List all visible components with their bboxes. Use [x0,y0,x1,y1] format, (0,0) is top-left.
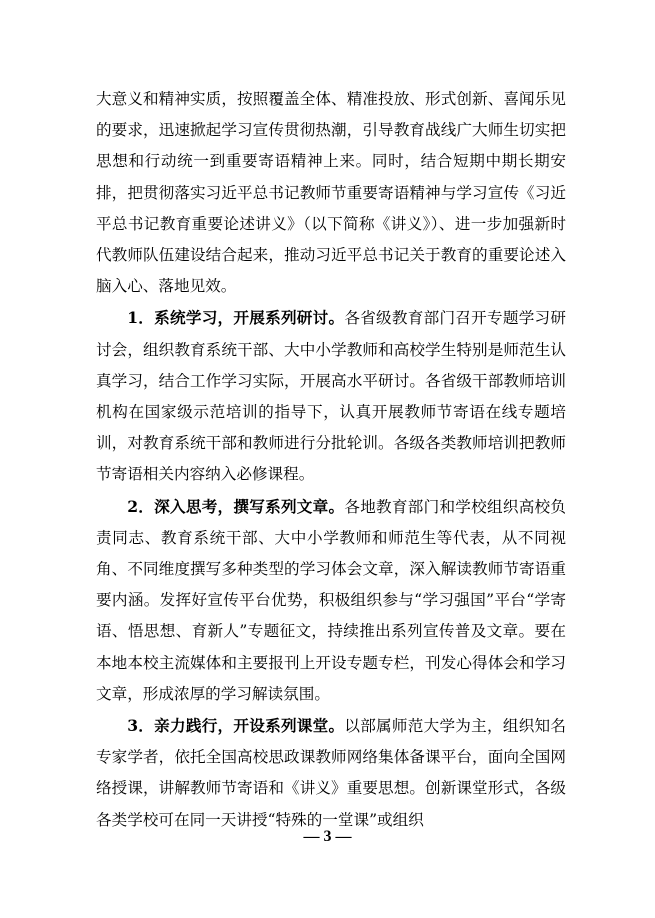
paragraph-intro [96,84,566,302]
section-heading: 3．亲力践行，开设系列课堂。 [127,716,345,736]
page-number: — 3 — [303,828,352,845]
paragraph-text: 大意义和精神实质，按照覆盖全体、精准投放、形式创新、喜闻乐见的要求，迅速掀起学习宣传贯彻热潮，引导教育战线广大师生切实把思想和行动统一到重要寄语精神上来。同时，结合短期中期长期安排，把贯彻落实习近平总书记教师节重要寄语精神与学习宣传《习近平总书记教育重要论述讲义》（以下简称《讲义》）、进一步加强新时代教师队伍建设结合起来，推动习近平总书记关于教育的重要论述入脑入心、落地见效。 [96,90,566,296]
paragraph-section-3 [96,710,566,836]
paragraph-section-1 [96,302,566,490]
paragraph-text: 各省级教育部门召开专题学习研讨会，组织教育系统干部、大中小学教师和高校学生特别是师范生认真学习，结合工作学习实际，开展高水平研讨。各省级干部教师培训机构在国家级示范培训的指导下，认真开展教师节寄语在线专题培训，对教育系统干部和教师进行分批轮训。各级各类教师培训把教师节寄语相关内容纳入必修课程。 [96,309,566,484]
document-body [96,84,566,836]
paragraph-section-2 [96,491,566,710]
paragraph-text: 各地教育部门和学校组织高校负责同志、教育系统干部、大中小学教师和师范生等代表，从不同视角、不同维度撰写多种类型的学习体会文章，深入解读教师节寄语重要内涵。发挥好宣传平台优势，积极组织参与“学习强国”平台“学寄语、悟思想、育新人”专题征文，持续推出系列宣传普及文章。要在本地本校主流媒体和主要报刊上开设专题专栏，刊发心得体会和学习文章，形成浓厚的学习解读氛围。 [96,497,566,703]
section-heading: 2．深入思考，撰写系列文章。 [127,496,345,516]
paragraph-text: 以部属师范大学为主，组织知名专家学者，依托全国高校思政课教师网络集体备课平台，面向全国网络授课，讲解教师节寄语和《讲义》重要思想。创新课堂形式，各级各类学校可在同一天讲授“特殊的一堂课”或组织 [96,717,566,829]
section-heading: 1．系统学习，开展系列研讨。 [127,308,345,328]
